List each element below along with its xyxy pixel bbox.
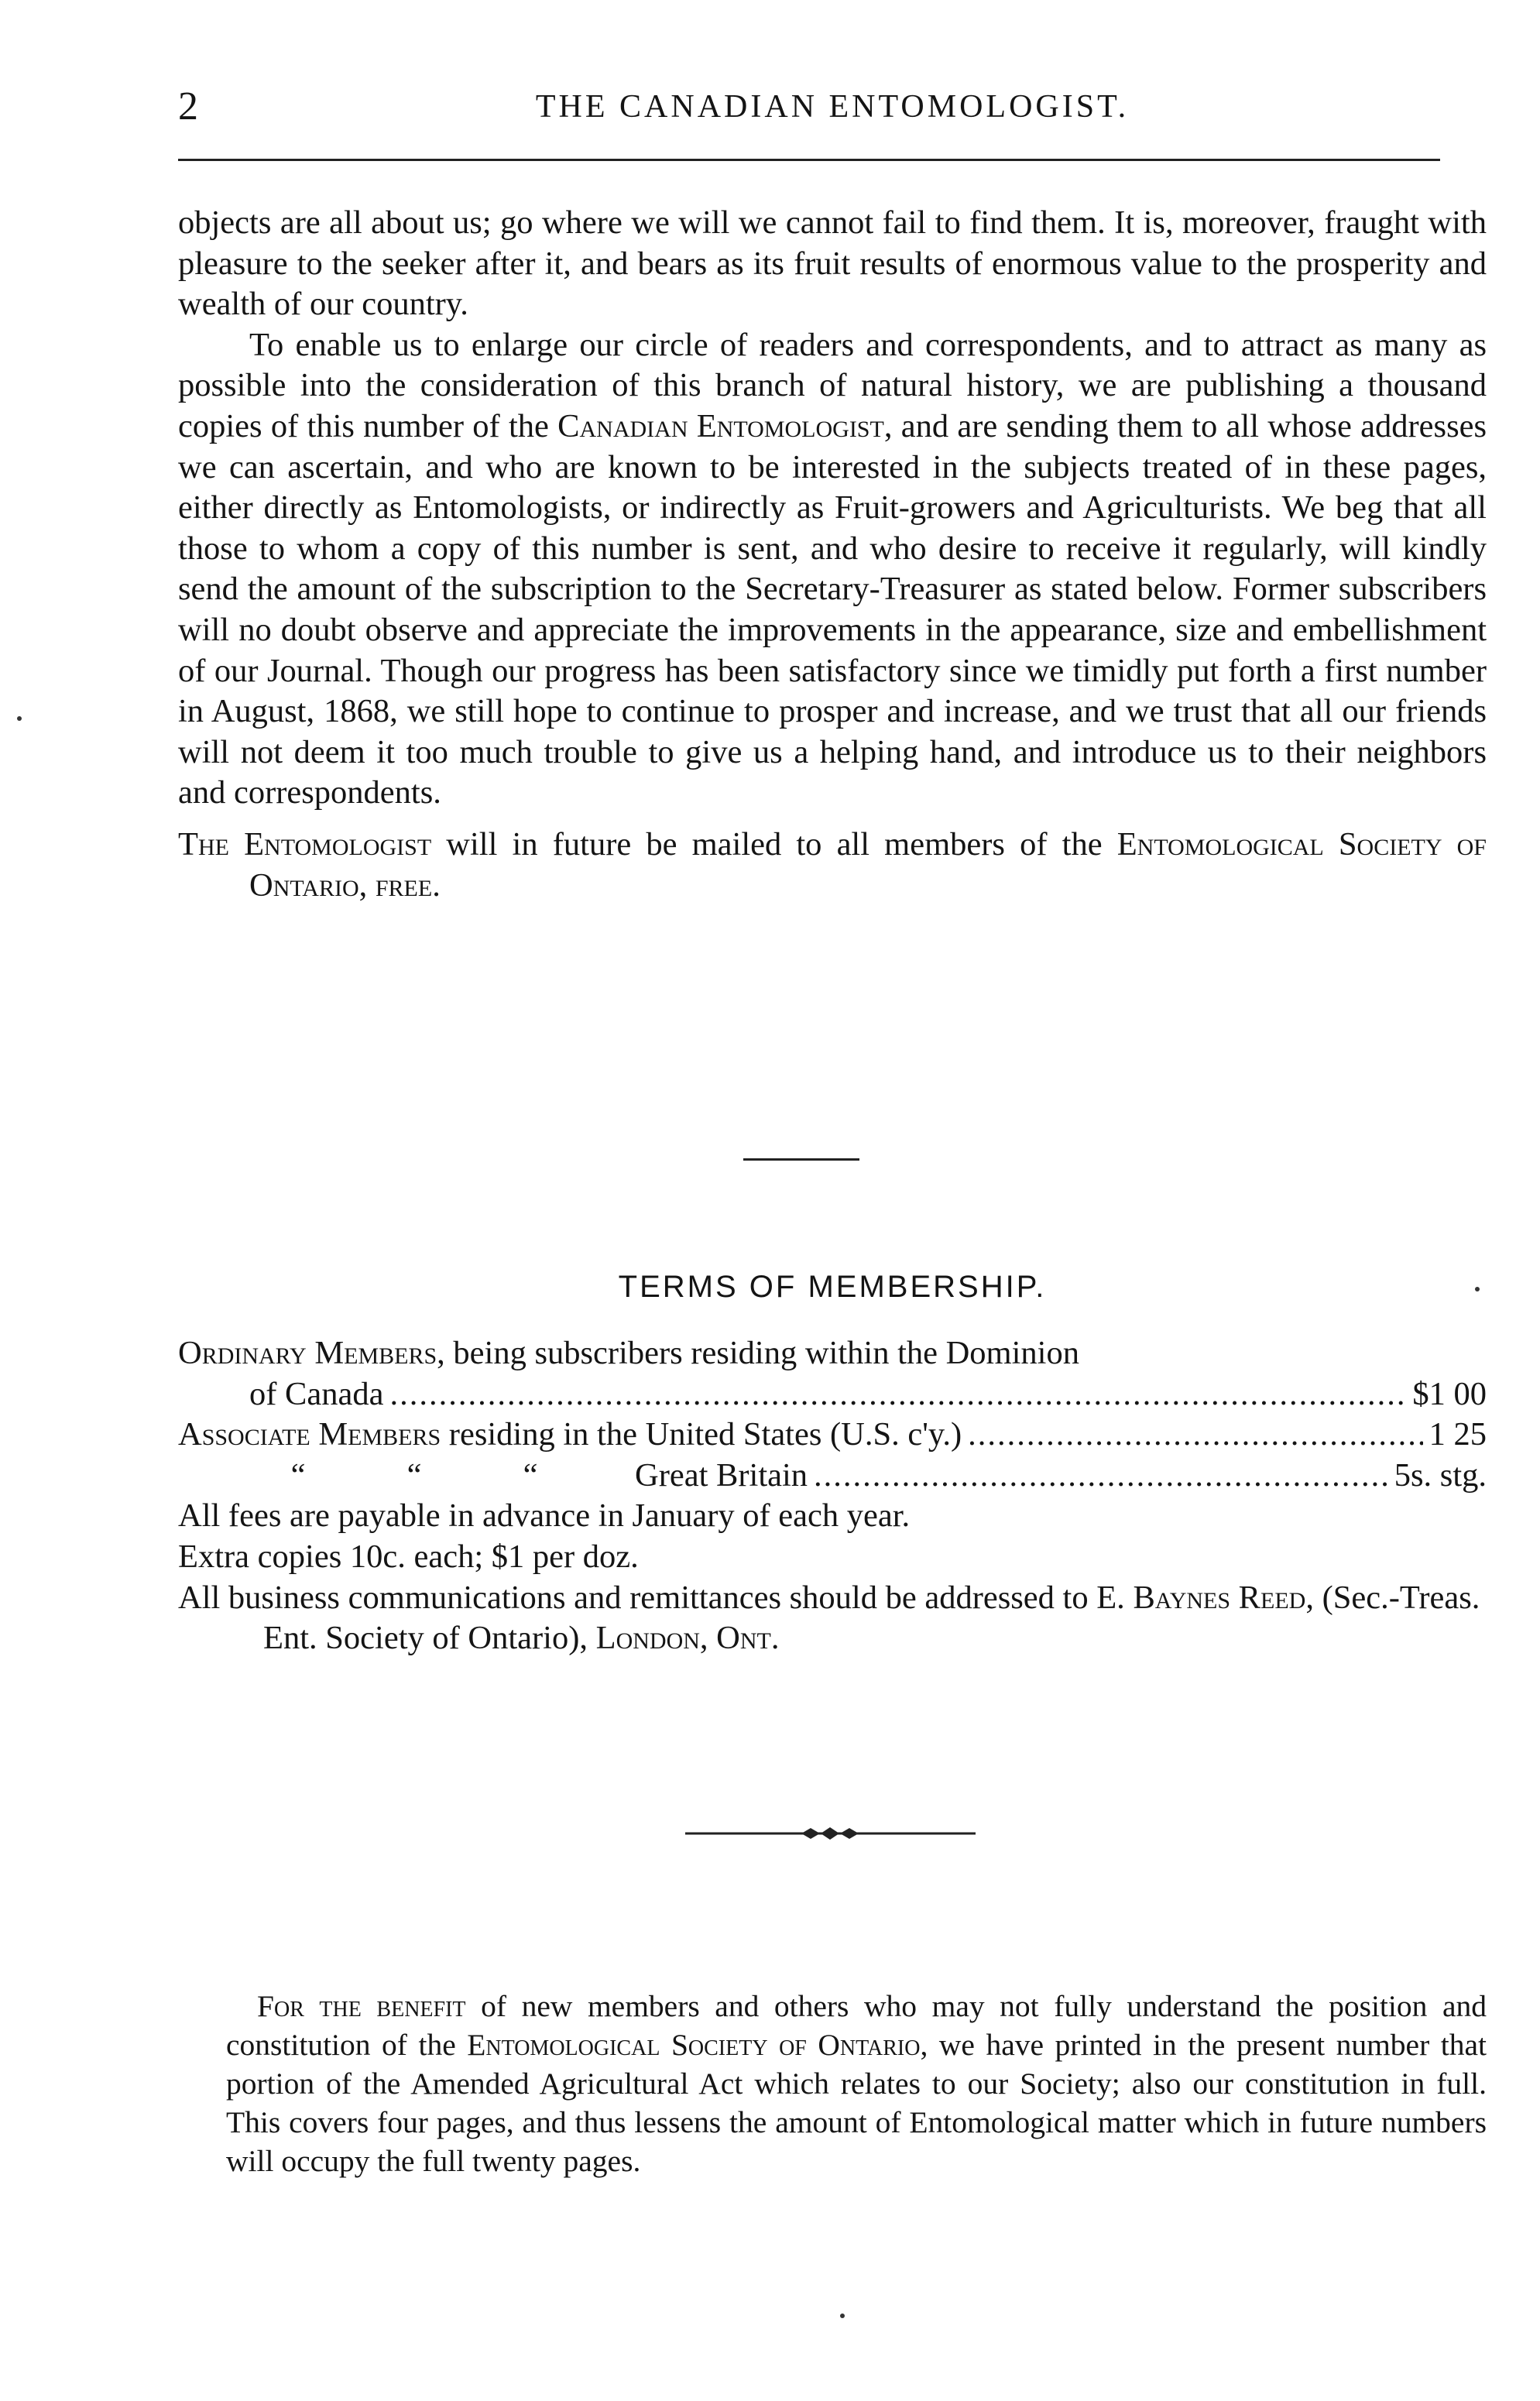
terms-of-membership (178, 1333, 1487, 1659)
paragraph-3: The Entomologist will in future be mailed to all members of the Entomological Society of Ontario, free. (178, 825, 1487, 904)
speck-mark (17, 716, 22, 721)
dot-leader (968, 1415, 1422, 1456)
ordinary-members-line: Ordinary Members, being subscribers residing within the Dominion (178, 1335, 1079, 1371)
ditto-mark: “ (523, 1456, 538, 1494)
great-britain-fee: “ “ “ Great Britain ..... 5s. stg. (178, 1456, 1487, 1497)
extra-copies-note: Extra copies 10c. each; $1 per doz. (178, 1538, 639, 1575)
fee-amount: 5s. stg. (1394, 1456, 1487, 1494)
ordinary-members-fee: of Canada ..... $1 00 (178, 1374, 1487, 1415)
article-body (178, 203, 1487, 906)
business-address: All business communications and remittances should be addressed to E. Baynes Reed, (Sec.-Treas. Ent. Society of Ontario), London, Ont. (178, 1579, 1480, 1657)
speck-mark (840, 2314, 845, 2318)
speck-mark (1475, 1287, 1480, 1291)
ornament-divider-icon (685, 1826, 976, 1841)
journal-name: Canadian Entomologist (557, 407, 884, 444)
page-header (178, 84, 1487, 130)
benefit-note: For the benefit of new members and others who may not fully understand the position and constitution of the Entomological Society of Ontario, we have printed in the present number that portion of the Amended Agricultural Act which relates to our Society; also our constitution in full. This covers four pages, and thus lessens the amount of Entomological matter which in future numbers will occupy the full twenty pages. (226, 1989, 1487, 2178)
ditto-mark: “ (290, 1456, 306, 1494)
header-rule (178, 159, 1440, 161)
journal-short-name: The Entomologist (178, 825, 432, 863)
paragraph-1: objects are all about us; go where we will we cannot fail to find them. It is, moreover, fraught with pleasure to the seeker after it, and bears as its fruit results of enormous value to the prosperity and wealth of our country. (178, 204, 1487, 323)
section-divider (743, 1158, 859, 1161)
dot-leader (814, 1456, 1388, 1497)
fees-note: All fees are payable in advance in January of each year. (178, 1497, 911, 1535)
section-title: TERMS OF MEMBERSHIP. (618, 1270, 1047, 1304)
associate-members-fee: Associate Members residing in the United States (U.S. c'y.) ..... 1 25 (178, 1415, 1487, 1456)
fee-amount: 1 25 (1429, 1416, 1487, 1453)
page-number: 2 (178, 84, 198, 129)
ditto-mark: “ (406, 1456, 422, 1494)
society-name: Entomological Society of Ontario, free. (249, 825, 1487, 904)
paragraph-2: To enable us to enlarge our circle of readers and correspondents, and to attract as many as possible into the consideration of this branch of natural history, we are publishing a thousand copies of this number of the Canadian Entomologist, and are sending them to all whose addresses we can ascertain, and who are known to be interested in the subjects treated of in these pages, either directly as Entomologists, or indirectly as Fruit-growers and Agriculturists. We beg that all those to whom a copy of this number is sent, and who desire to receive it regularly, will kindly send the amount of the subscription to the Secretary-Treasurer as stated below. Former subscribers will no doubt observe and appreciate the improvements in the appearance, size and embellishment of our Journal. Though our progress has been satisfactory since we timidly put forth a first number in August, 1868, we still hope to continue to prosper and increase, and we trust that all our friends will not deem it too much trouble to give us a helping hand, and introduce us to their neighbors and correspondents. (178, 326, 1487, 811)
fee-amount: $1 00 (1412, 1375, 1487, 1412)
running-head: THE CANADIAN ENTOMOLOGIST. (535, 89, 1130, 125)
dot-leader (389, 1374, 1406, 1415)
